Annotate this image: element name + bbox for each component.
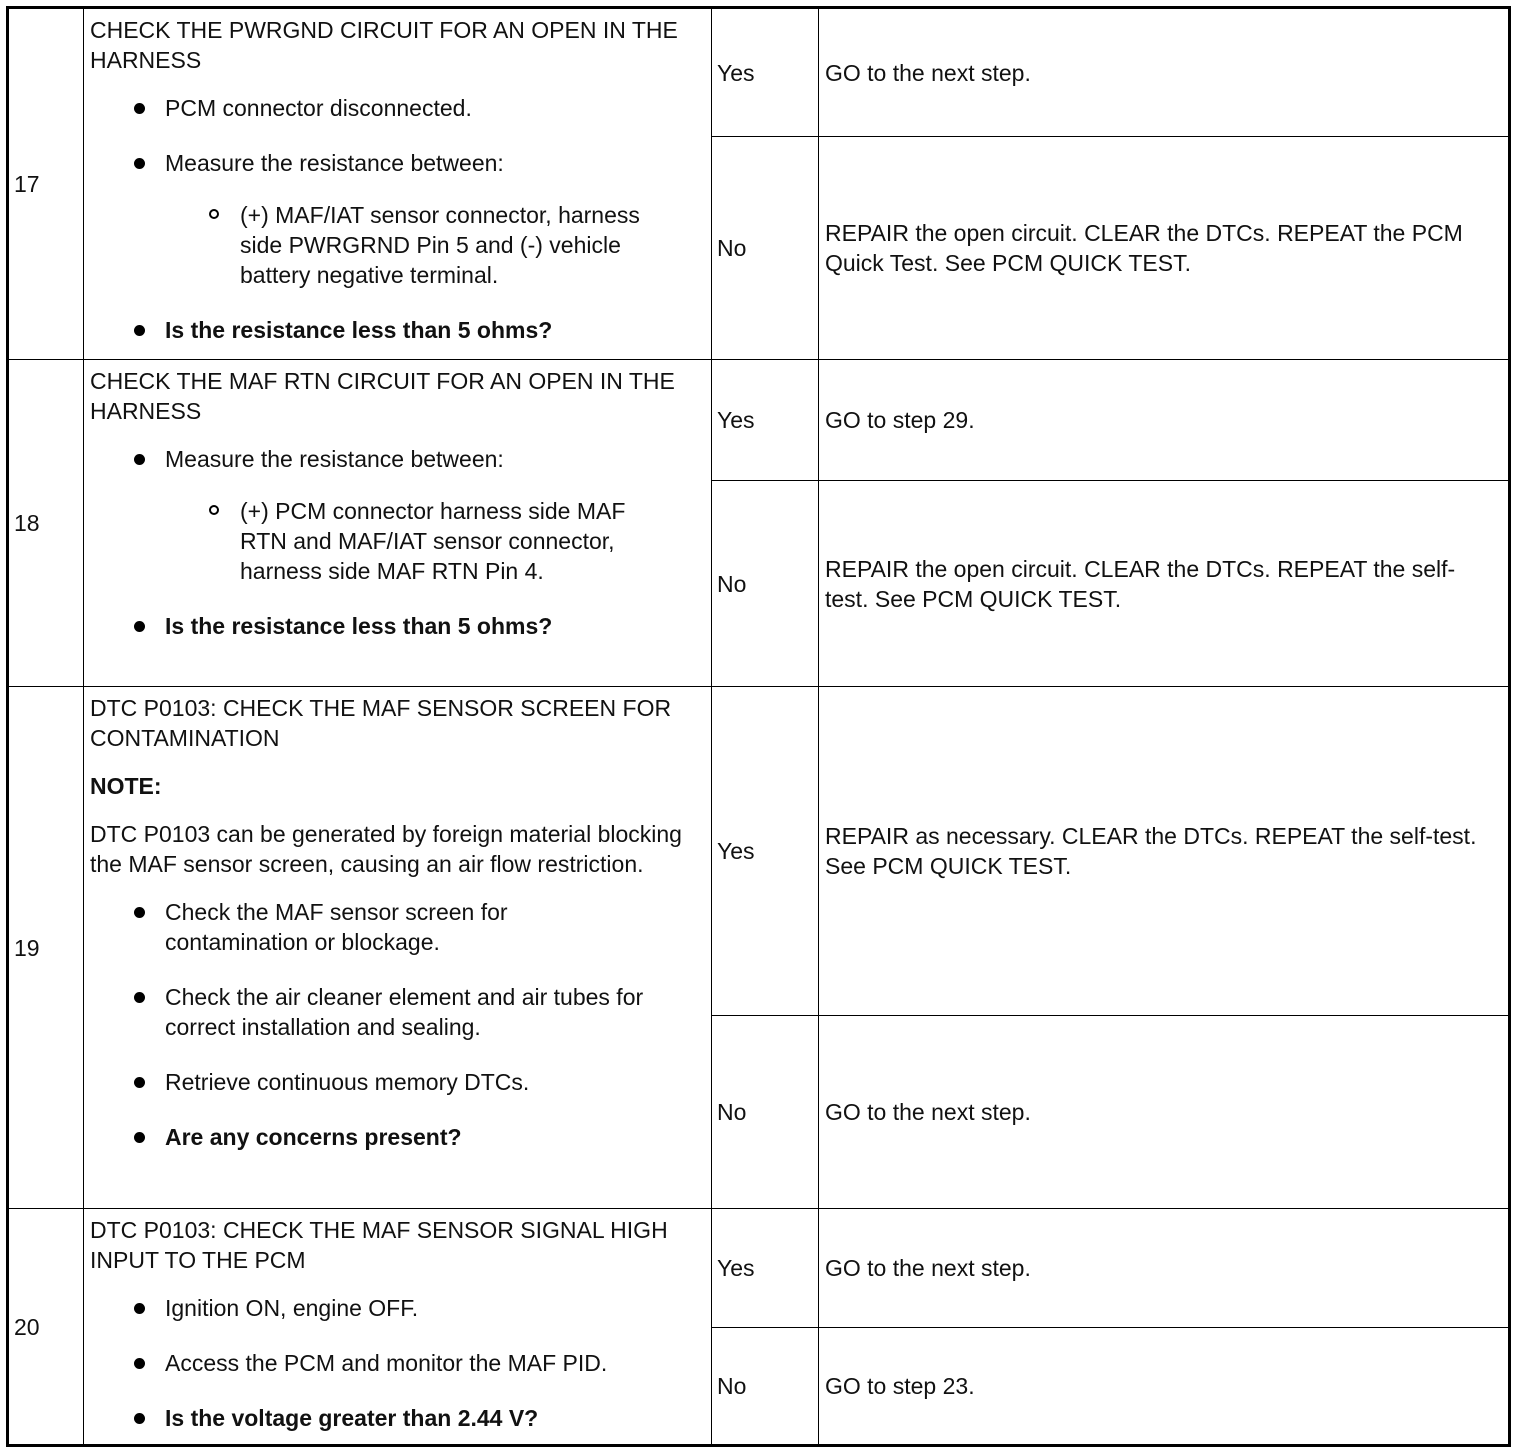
step-number: 18 — [8, 360, 84, 687]
step-question: Is the resistance less than 5 ohms? — [165, 315, 703, 345]
result-yes: Yes — [712, 360, 819, 481]
step-number: 19 — [8, 687, 84, 1209]
sub-bullet-list — [165, 496, 703, 586]
action-no: GO to the next step. — [819, 1016, 1510, 1209]
bullet-item: Retrieve continuous memory DTCs. — [165, 1067, 703, 1097]
step-action-cell — [84, 1209, 712, 1446]
step-question: Are any concerns present? — [165, 1122, 703, 1152]
step-number: 20 — [8, 1209, 84, 1446]
step-question: Is the voltage greater than 2.44 V? — [165, 1403, 703, 1433]
result-no: No — [712, 1328, 819, 1446]
step-action-cell — [84, 8, 712, 360]
step-title: DTC P0103: CHECK THE MAF SENSOR SCREEN FOR CONTAMINATION — [90, 695, 672, 751]
bullet-item — [165, 444, 703, 586]
step-bullet-list — [90, 897, 703, 1152]
result-no: No — [712, 481, 819, 687]
result-yes: Yes — [712, 1209, 819, 1328]
step-20-yes-row — [8, 1209, 1510, 1328]
action-yes: GO to the next step. — [819, 1209, 1510, 1328]
step-title: CHECK THE PWRGND CIRCUIT FOR AN OPEN IN THE HARNESS — [90, 17, 678, 73]
action-yes: GO to the next step. — [819, 8, 1510, 137]
step-title: DTC P0103: CHECK THE MAF SENSOR SIGNAL HIGH INPUT TO THE PCM — [90, 1217, 668, 1273]
sub-bullet-item: (+) MAF/IAT sensor connector, harness side PWRGRND Pin 5 and (-) vehicle battery negative terminal. — [240, 202, 640, 288]
action-yes: GO to step 29. — [819, 360, 1510, 481]
bullet-item: Access the PCM and monitor the MAF PID. — [165, 1348, 703, 1378]
step-bullet-list — [90, 93, 703, 345]
bullet-text: Measure the resistance between: — [165, 446, 504, 472]
step-action-cell — [84, 687, 712, 1209]
action-no: GO to step 23. — [819, 1328, 1510, 1446]
step-17-yes-row — [8, 8, 1510, 137]
step-18-yes-row — [8, 360, 1510, 481]
sub-bullet-list — [165, 200, 703, 290]
step-bullet-list — [90, 444, 703, 641]
action-no: REPAIR the open circuit. CLEAR the DTCs. REPEAT the PCM Quick Test. See PCM QUICK TEST. — [819, 137, 1510, 360]
result-no: No — [712, 1016, 819, 1209]
result-no: No — [712, 137, 819, 360]
action-yes: REPAIR as necessary. CLEAR the DTCs. REPEAT the self-test. See PCM QUICK TEST. — [819, 687, 1510, 1016]
bullet-item: Check the air cleaner element and air tubes for correct installation and sealing. — [165, 982, 665, 1042]
bullet-text: Measure the resistance between: — [165, 150, 504, 176]
step-bullet-list — [90, 1293, 703, 1433]
diagnostic-steps-table — [6, 6, 1511, 1447]
note-text: DTC P0103 can be generated by foreign material blocking the MAF sensor screen, causing an air flow restriction. — [90, 821, 682, 877]
action-no: REPAIR the open circuit. CLEAR the DTCs. REPEAT the self-test. See PCM QUICK TEST. — [819, 481, 1510, 687]
step-question: Is the resistance less than 5 ohms? — [165, 611, 703, 641]
sub-bullet-item: (+) PCM connector harness side MAF RTN and MAF/IAT sensor connector, harness side MAF RTN Pin 4. — [240, 496, 630, 586]
bullet-item: Ignition ON, engine OFF. — [165, 1293, 703, 1323]
step-title: CHECK THE MAF RTN CIRCUIT FOR AN OPEN IN THE HARNESS — [90, 368, 675, 424]
bullet-item: Check the MAF sensor screen for contamination or blockage. — [165, 897, 585, 957]
step-action-cell — [84, 360, 712, 687]
step-19-yes-row — [8, 687, 1510, 1016]
result-yes: Yes — [712, 687, 819, 1016]
result-yes: Yes — [712, 8, 819, 137]
step-number: 17 — [8, 8, 84, 360]
bullet-item: PCM connector disconnected. — [165, 93, 703, 123]
bullet-item — [165, 148, 703, 290]
note-label: NOTE: — [90, 773, 162, 799]
